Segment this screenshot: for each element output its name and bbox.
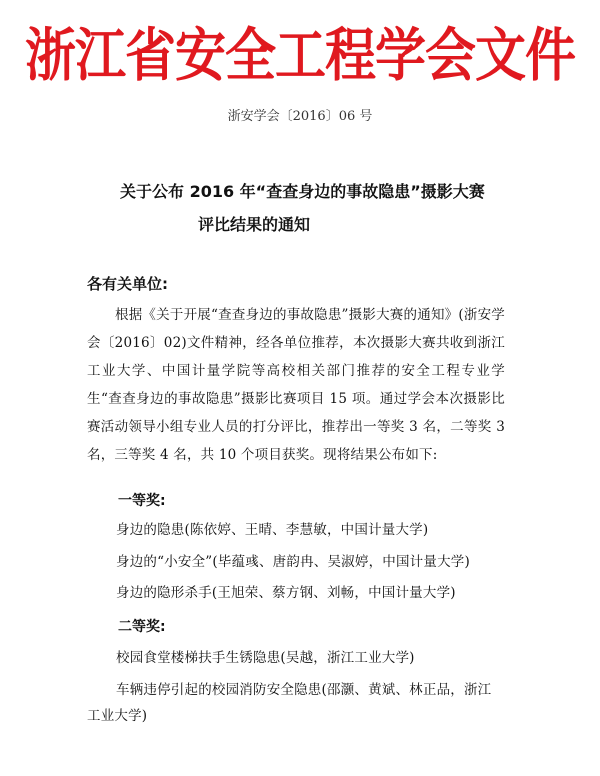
first-prize-heading: 一等奖: [118,493,166,509]
second-prize-entry [87,677,508,729]
first-prize-entry: 身边的“小安全”(毕蕴彧、唐韵冉、吴淑婷，中国计量大学) [116,554,470,570]
second-prize-entry-line-1: 车辆违停引起的校园消防安全隐患(邵灏、黄斌、林正品，浙江 [116,682,492,698]
salutation: 各有关单位: [87,275,168,293]
second-prize-heading: 二等奖: [118,619,166,635]
body-paragraph: 根据《关于开展“查查身边的事故隐患”摄影大赛的通知》(浙安学会〔2016〕02)文件精神，经各单位推荐，本次摄影大赛共收到浙江工业大学、中国计量学院等高校相关部门推荐的安全工程专业学生“查查身边的事故隐患”摄影比赛项目 15 项。通过学会本次摄影比赛活动领导小组专业人员的打分评比，推荐出一等奖 3 名，二等奖 3 名，三等奖 4 名，共 10 个项目获奖。现将结果公布如下: [87,307,505,463]
second-prize-entry: 校园食堂楼梯扶手生锈隐患(吴越，浙江工业大学) [116,650,415,666]
document-number: 浙安学会〔2016〕06 号 [227,109,373,124]
second-prize-entry-line-2: 工业大学) [87,708,148,724]
org-masthead-title: 浙江省安全工程学会文件 [24,23,575,90]
first-prize-entry: 身边的隐患(陈依婷、王晴、李慧敏，中国计量大学) [116,522,429,538]
first-prize-entry: 身边的隐形杀手(王旭荣、蔡方钢、刘畅，中国计量大学) [116,585,456,601]
notice-title-line-2: 评比结果的通知 [198,215,311,234]
notice-title-line-1: 关于公布 2016 年“查查身边的事故隐患”摄影大赛 [120,182,485,201]
